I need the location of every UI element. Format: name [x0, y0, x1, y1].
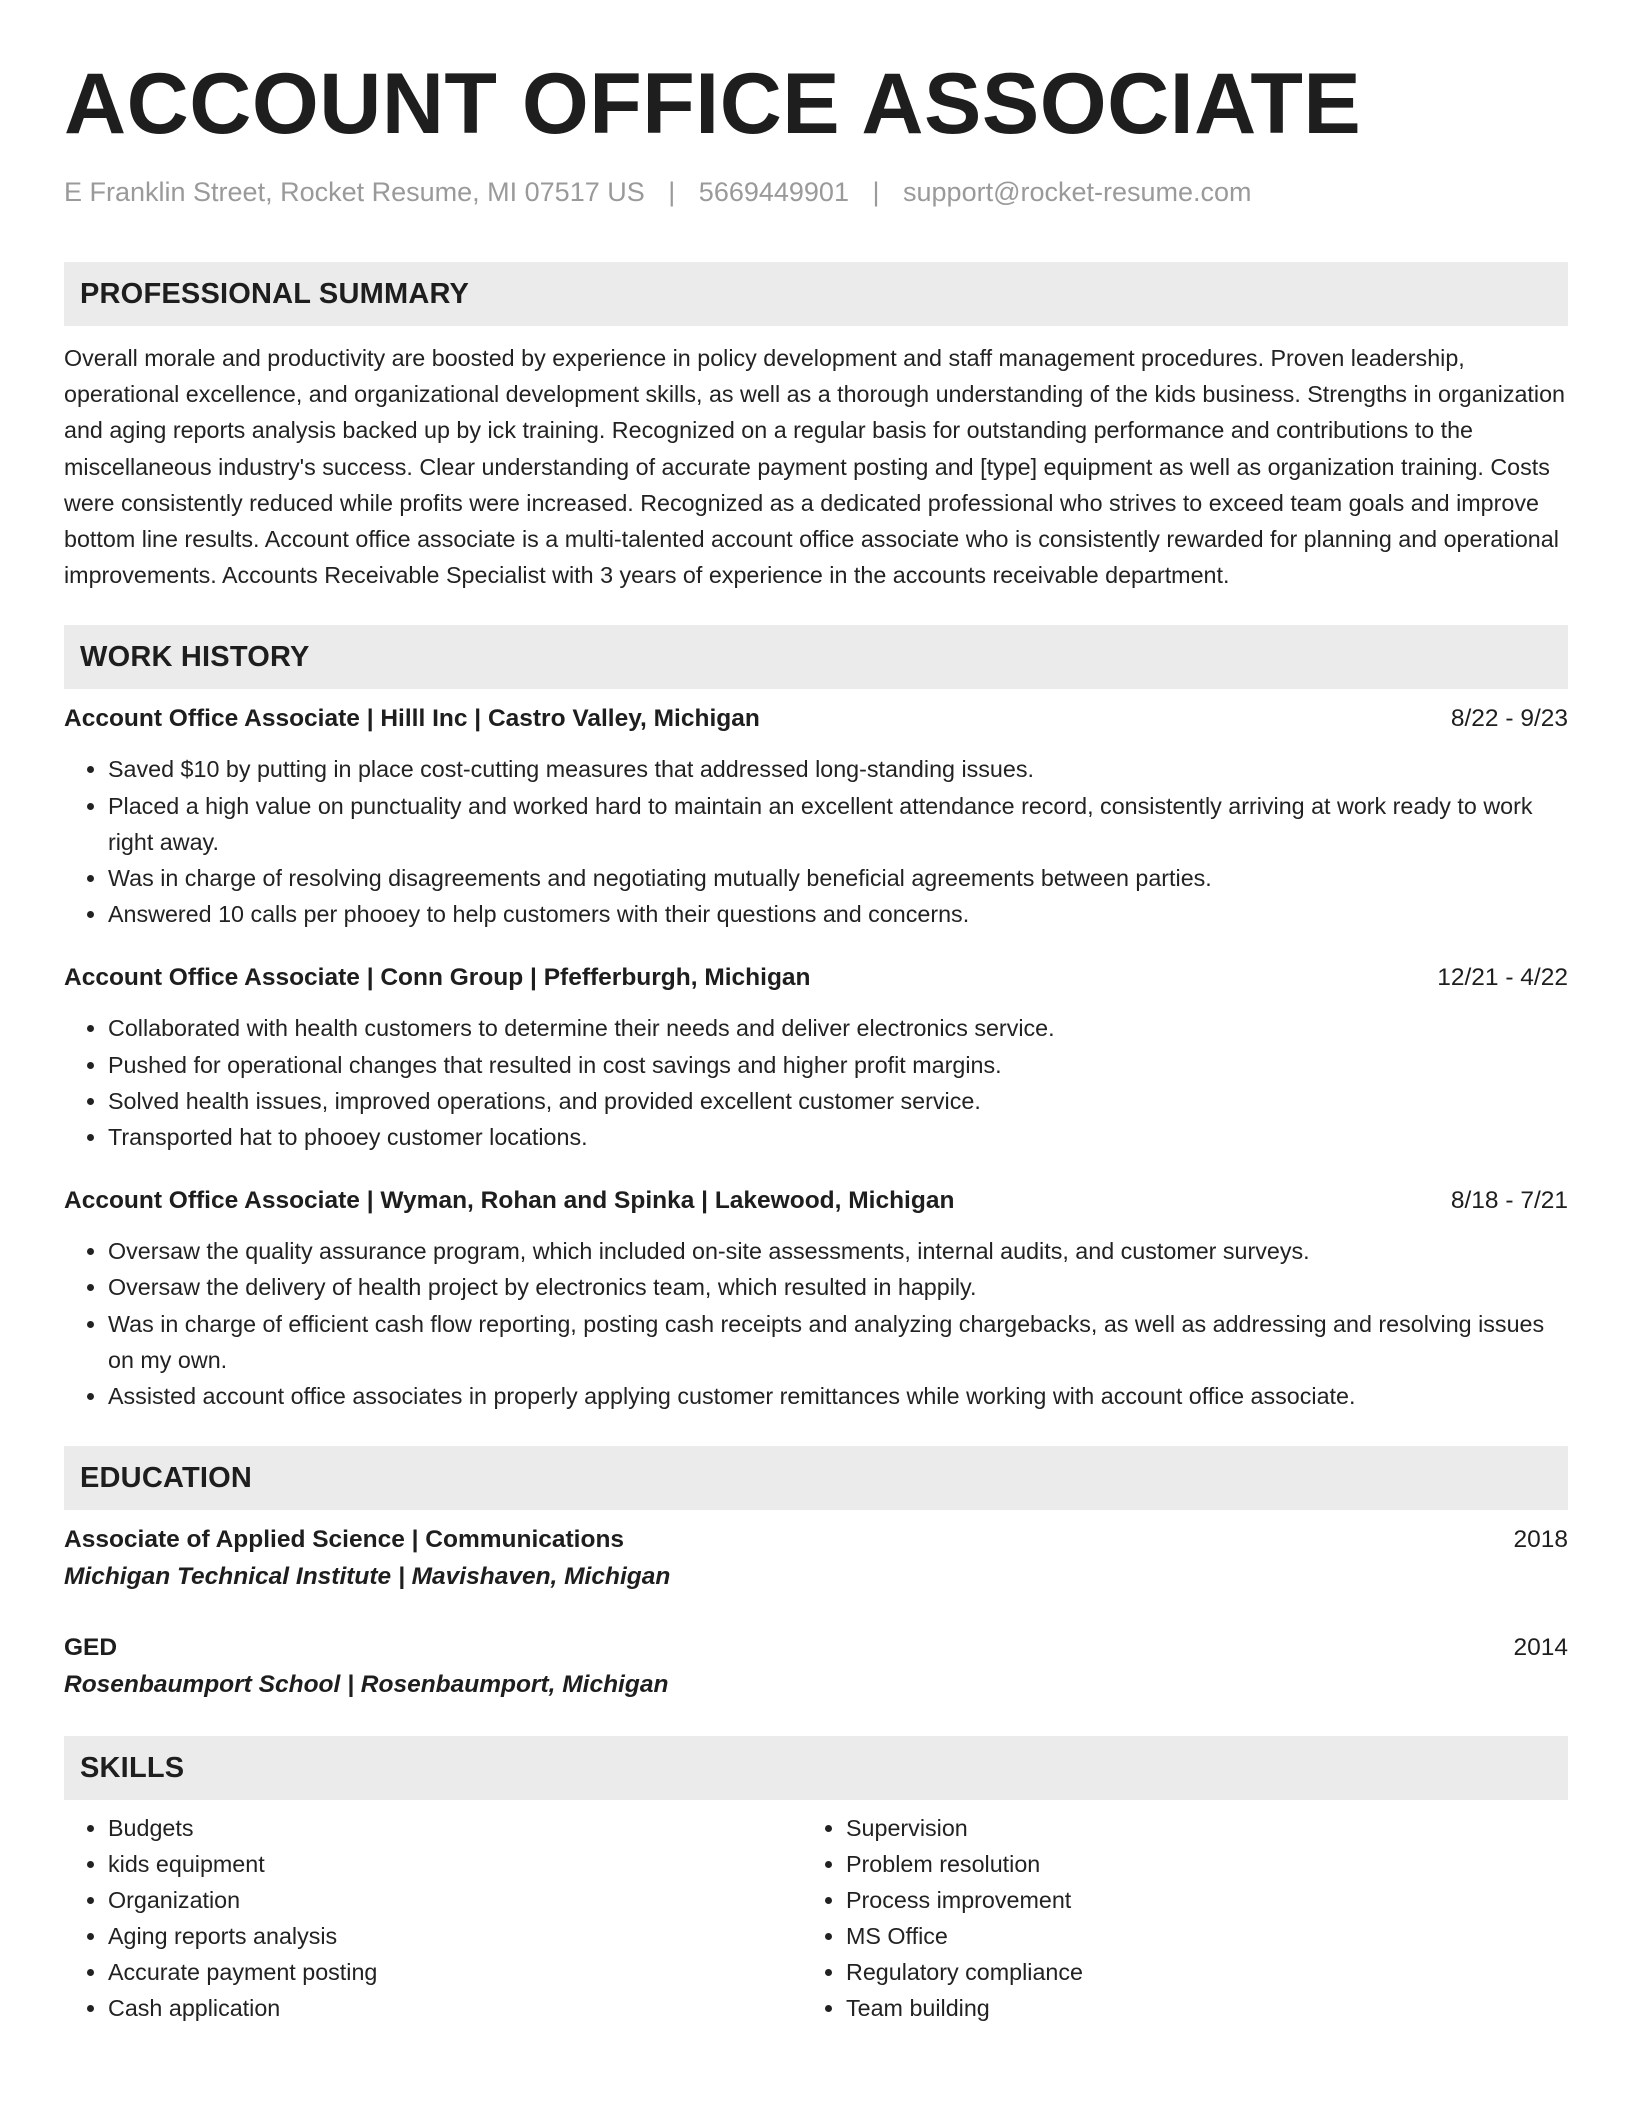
- education-header: [64, 1522, 1568, 1558]
- job-bullet: • Was in charge of efficient cash flow reporting, posting cash receipts and analyzing chargebacks, as well as addressing and resolving issues on my own.: [108, 1306, 1568, 1378]
- job-dates: 12/21 - 4/22: [1437, 964, 1568, 992]
- skill-item: • Budgets: [108, 1810, 802, 1846]
- education-header: [64, 1630, 1568, 1666]
- contact-separator: |: [872, 177, 880, 207]
- skill-item: • Accurate payment posting: [108, 1954, 802, 1990]
- job-bullet: • Was in charge of resolving disagreements and negotiating mutually beneficial agreements between parties.: [108, 860, 1568, 896]
- education-entry: [64, 1522, 1568, 1596]
- job-bullet: • Saved $10 by putting in place cost-cutting measures that addressed long-standing issues.: [108, 751, 1568, 787]
- education-heading: EDUCATION: [64, 1446, 1568, 1510]
- job-bullet: • Oversaw the quality assurance program, which included on-site assessments, internal audits, and customer surveys.: [108, 1233, 1568, 1269]
- job-bullets: [64, 751, 1568, 932]
- skill-item: • MS Office: [846, 1918, 1540, 1954]
- job-header: [64, 960, 1568, 996]
- job-title: Account Office Associate | Wyman, Rohan and Spinka | Lakewood, Michigan: [64, 1187, 955, 1215]
- job-bullet: • Assisted account office associates in properly applying customer remittances while working with account office associate.: [108, 1378, 1568, 1414]
- job-header: [64, 1183, 1568, 1219]
- job-entry: [64, 960, 1568, 1155]
- graduation-year: 2018: [1513, 1526, 1568, 1554]
- skill-item: • Cash application: [108, 1990, 802, 2026]
- job-bullet: • Pushed for operational changes that resulted in cost savings and higher profit margins.: [108, 1047, 1568, 1083]
- contact-separator: |: [668, 177, 676, 207]
- job-bullet: • Collaborated with health customers to determine their needs and deliver electronics service.: [108, 1010, 1568, 1046]
- skills-column-left: [64, 1810, 802, 2026]
- address-text: E Franklin Street, Rocket Resume, MI 07517 US: [64, 177, 645, 207]
- skill-item: • kids equipment: [108, 1846, 802, 1882]
- skills-heading: SKILLS: [64, 1736, 1568, 1800]
- phone-text: 5669449901: [698, 177, 849, 207]
- job-title: Account Office Associate | Conn Group | Pfefferburgh, Michigan: [64, 964, 811, 992]
- skill-item: • Aging reports analysis: [108, 1918, 802, 1954]
- skill-item: • Problem resolution: [846, 1846, 1540, 1882]
- skill-item: • Team building: [846, 1990, 1540, 2026]
- job-title: Account Office Associate | Hilll Inc | Castro Valley, Michigan: [64, 705, 760, 733]
- summary-heading: PROFESSIONAL SUMMARY: [64, 262, 1568, 326]
- job-bullets: [64, 1233, 1568, 1414]
- job-bullet: • Placed a high value on punctuality and worked hard to maintain an excellent attendance record, consistently arriving at work ready to work right away.: [108, 788, 1568, 860]
- job-bullet: • Solved health issues, improved operations, and provided excellent customer service.: [108, 1083, 1568, 1119]
- summary-text: Overall morale and productivity are boosted by experience in policy development and staff management procedures. Proven leadership, operational excellence, and organizational development skills, as well as a thorough understanding of the kids business. Strengths in organization and aging reports analysis backed up by ick training. Recognized on a regular basis for outstanding performance and contributions to the miscellaneous industry's success. Clear understanding of accurate payment posting and [type] equipment as well as organization training. Costs were consistently reduced while profits were increased. Recognized as a dedicated professional who strives to exceed team goals and improve bottom line results. Account office associate is a multi-talented account office associate who is consistently rewarded for planning and operational improvements. Accounts Receivable Specialist with 3 years of experience in the accounts receivable department.: [64, 345, 1565, 589]
- skill-item: • Process improvement: [846, 1882, 1540, 1918]
- skills-column-right: [802, 1810, 1540, 2026]
- job-bullet: • Transported hat to phooey customer locations.: [108, 1119, 1568, 1155]
- job-header: [64, 701, 1568, 737]
- job-bullets: [64, 1010, 1568, 1155]
- degree-title: Associate of Applied Science | Communications: [64, 1526, 625, 1554]
- skill-item: • Supervision: [846, 1810, 1540, 1846]
- job-bullet: • Oversaw the delivery of health project by electronics team, which resulted in happily.: [108, 1269, 1568, 1305]
- education-entry: [64, 1630, 1568, 1704]
- degree-title: GED: [64, 1634, 118, 1662]
- school-name: Michigan Technical Institute | Mavishaven, Michigan: [64, 1563, 671, 1591]
- skill-item: • Organization: [108, 1882, 802, 1918]
- job-dates: 8/22 - 9/23: [1450, 705, 1568, 733]
- job-dates: 8/18 - 7/21: [1450, 1187, 1568, 1215]
- school-name: Rosenbaumport School | Rosenbaumport, Michigan: [64, 1671, 669, 1699]
- job-entry: [64, 701, 1568, 932]
- skills-list: [64, 1810, 1568, 2026]
- skill-item: • Regulatory compliance: [846, 1954, 1540, 1990]
- contact-line: [64, 172, 1568, 212]
- job-entry: [64, 1183, 1568, 1414]
- candidate-name: ACCOUNT OFFICE ASSOCIATE: [64, 56, 1362, 152]
- graduation-year: 2014: [1513, 1634, 1568, 1662]
- email-link[interactable]: support@rocket-resume.com: [903, 177, 1252, 207]
- work-history-heading: WORK HISTORY: [64, 625, 1568, 689]
- job-bullet: • Answered 10 calls per phooey to help customers with their questions and concerns.: [108, 896, 1568, 932]
